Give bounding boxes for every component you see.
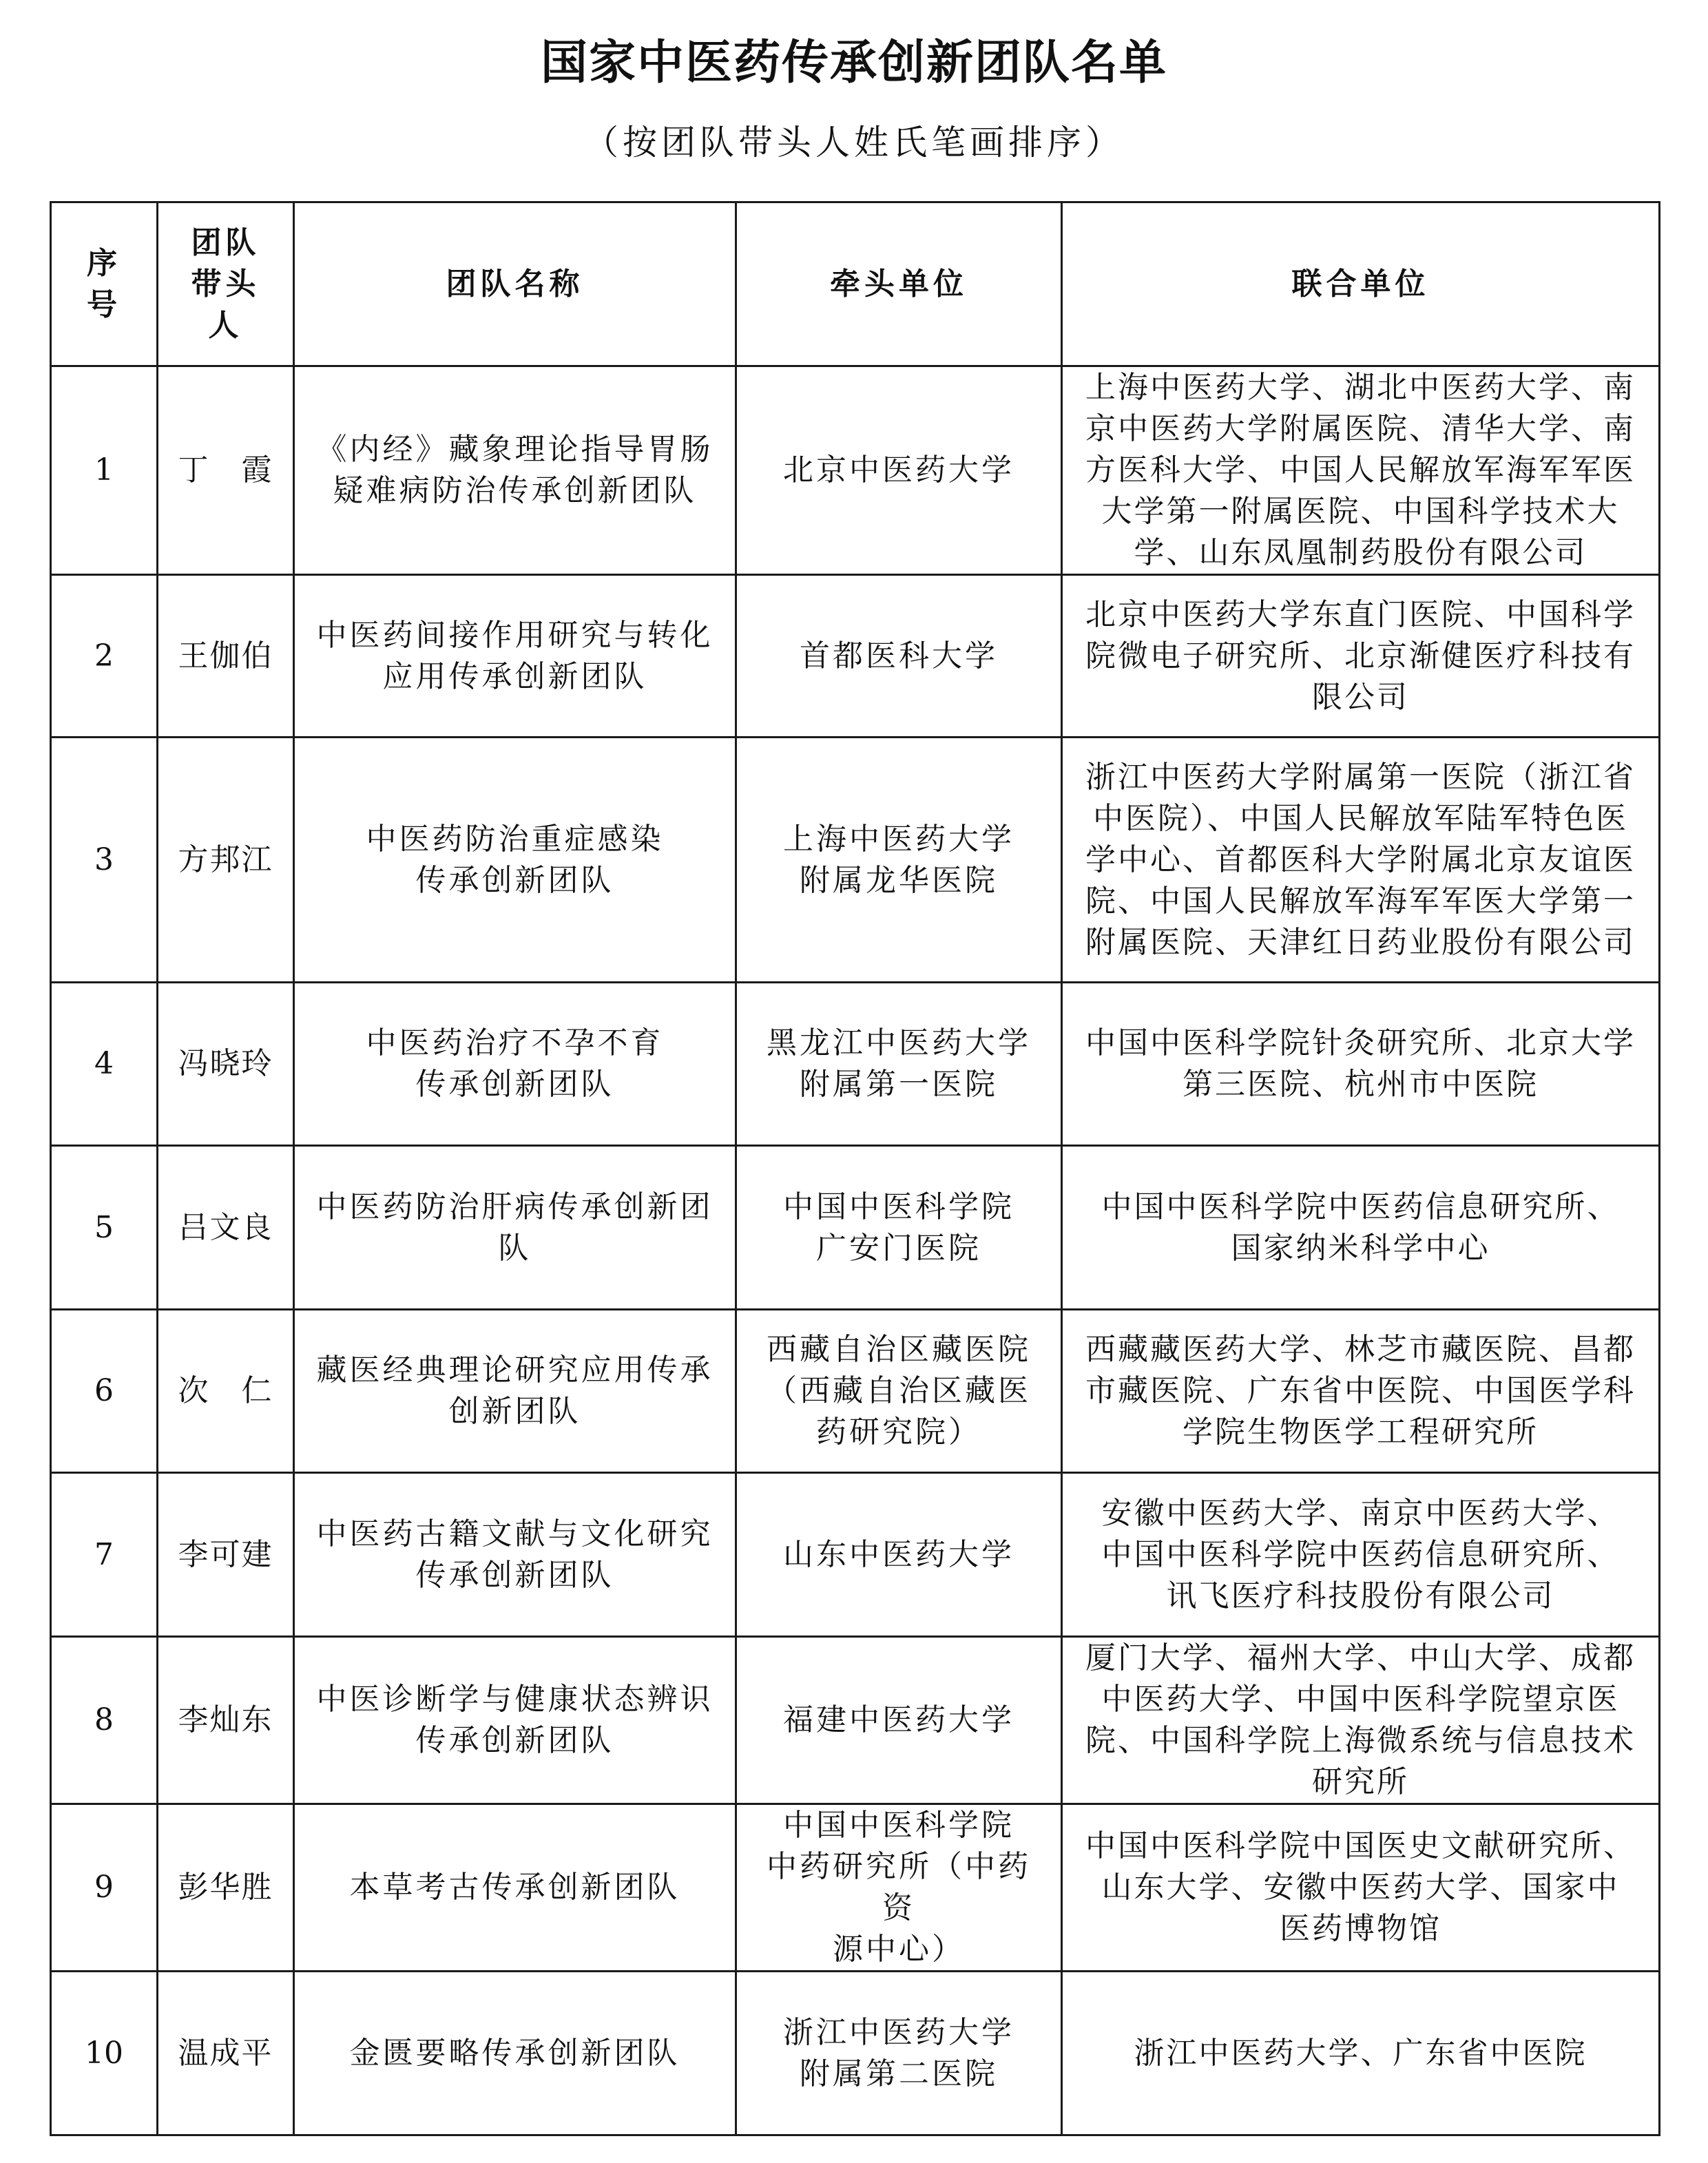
row-partner-units: 上海中医药大学、湖北中医药大学、南京中医药大学附属医院、清华大学、南方医科大学、中国人民解放军海军军医大学第一附属医院、中国科学技术大学、山东凤凰制药股份有限公司 [1062,366,1660,575]
row-seq: 8 [51,1637,158,1804]
row-partner-line2: 山东大学、安徽中医药大学、国家中 [1101,1870,1620,1905]
table-row [51,1310,1660,1473]
row-lead-unit-line2: 附属龙华医院 [800,862,998,898]
row-partner-units: 中国中医科学院针灸研究所、北京大学第三医院、杭州市中医院 [1062,983,1660,1146]
row-partner-units: 浙江中医药大学附属第一医院（浙江省中医院）、中国人民解放军陆军特色医学中心、首都医科大学附属北京友谊医院、中国人民解放军海军军医大学第一附属医院、天津红日药业股份有限公司 [1062,738,1660,983]
row-seq: 4 [51,983,158,1146]
row-lead-unit-line2: 附属第二医院 [800,2056,998,2091]
row-leader: 温成平 [158,1972,294,2135]
row-leader: 吕文良 [158,1146,294,1310]
table-row [51,1146,1660,1310]
row-team-name: 中医药间接作用研究与转化应用传承创新团队 [294,575,736,738]
row-team-name: 《内经》藏象理论指导胃肠疑难病防治传承创新团队 [294,366,736,575]
row-partner-units: 厦门大学、福州大学、中山大学、成都中医药大学、中国中医科学院望京医院、中国科学院上海微系统与信息技术研究所 [1062,1637,1660,1804]
row-lead-unit-line1: 中国中医科学院 [783,1189,1014,1224]
row-lead-unit-line2: （西藏自治区藏医 [767,1373,1031,1408]
row-lead-unit [736,1972,1062,2135]
row-team-name: 中医诊断学与健康状态辨识传承创新团队 [294,1637,736,1804]
row-lead-unit [736,1310,1062,1473]
row-team-name-line1: 中医药防治重症感染 [366,821,664,857]
row-lead-unit [736,738,1062,983]
row-seq: 9 [51,1804,158,1972]
row-lead-unit-line1: 上海中医药大学 [783,821,1014,857]
row-lead-unit [736,1146,1062,1310]
row-partner-line3: 医药博物馆 [1280,1911,1441,1946]
row-partner-line1: 中国中医科学院中国医史文献研究所、 [1085,1828,1636,1863]
page-title: 国家中医药传承创新团队名单 [540,36,1167,90]
table-header-row [51,202,1660,366]
header-team-name: 团队名称 [294,202,736,366]
row-team-name [294,738,736,983]
row-partner-line2: 中国中医科学院中医药信息研究所、 [1101,1536,1620,1572]
header-leader-line2: 带头人 [191,266,260,343]
row-seq: 6 [51,1310,158,1473]
header-lead-unit: 牵头单位 [736,202,1062,366]
header-leader [158,202,294,366]
header-leader-line1: 团队 [191,224,260,260]
row-lead-unit-line1: 浙江中医药大学 [783,2014,1014,2050]
row-partner-units: 浙江中医药大学、广东省中医院 [1062,1972,1660,2135]
row-leader: 方邦江 [158,738,294,983]
row-lead-unit [736,983,1062,1146]
row-lead-unit: 首都医科大学 [736,575,1062,738]
row-leader: 李可建 [158,1473,294,1637]
row-team-name: 中医药古籍文献与文化研究传承创新团队 [294,1473,736,1637]
page-subtitle: （按团队带头人姓氏笔画排序） [584,123,1124,163]
row-partner-line3: 讯飞医疗科技股份有限公司 [1166,1578,1555,1613]
table-row [51,1473,1660,1637]
row-leader: 王伽伯 [158,575,294,738]
row-lead-unit-line3: 药研究院） [816,1414,981,1450]
row-team-name-line2: 传承创新团队 [415,1067,614,1102]
row-team-name: 中医药防治肝病传承创新团队 [294,1146,736,1310]
row-lead-unit: 山东中医药大学 [736,1473,1062,1637]
row-lead-unit-line1: 西藏自治区藏医院 [767,1332,1031,1367]
row-seq: 3 [51,738,158,983]
row-leader: 彭华胜 [158,1804,294,1972]
team-roster-table [50,201,1660,2136]
table-row [51,738,1660,983]
row-partner-units: 北京中医药大学东直门医院、中国科学院微电子研究所、北京渐健医疗科技有限公司 [1062,575,1660,738]
row-team-name-line1: 中医药治疗不孕不育 [366,1025,664,1060]
row-lead-unit-line1: 中国中医科学院 [783,1808,1014,1843]
row-leader: 次 仁 [158,1310,294,1473]
row-seq: 7 [51,1473,158,1637]
row-team-name: 藏医经典理论研究应用传承创新团队 [294,1310,736,1473]
row-seq: 10 [51,1972,158,2135]
row-lead-unit-line2: 广安门医院 [816,1230,981,1266]
row-team-name: 本草考古传承创新团队 [294,1804,736,1972]
row-team-name-line2: 传承创新团队 [415,862,614,898]
row-partner-line1: 中国中医科学院中医药信息研究所、 [1101,1189,1620,1224]
table-row [51,1804,1660,1972]
row-partner-line1: 安徽中医药大学、南京中医药大学、 [1101,1495,1620,1531]
row-partner-units [1062,1804,1660,1972]
row-team-name [294,983,736,1146]
row-lead-unit-line2: 附属第一医院 [800,1067,998,1102]
row-lead-unit-line3: 源中心） [833,1932,965,1967]
row-leader: 冯晓玲 [158,983,294,1146]
row-leader: 丁 霞 [158,366,294,575]
row-seq: 1 [51,366,158,575]
header-seq: 序号 [51,202,158,366]
table-row [51,575,1660,738]
row-lead-unit-line2: 中药研究所（中药资 [767,1849,1031,1925]
row-partner-units: 西藏藏医药大学、林芝市藏医院、昌都市藏医院、广东省中医院、中国医学科学院生物医学工程研究所 [1062,1310,1660,1473]
row-lead-unit: 福建中医药大学 [736,1637,1062,1804]
row-leader: 李灿东 [158,1637,294,1804]
table-row [51,1637,1660,1804]
row-seq: 2 [51,575,158,738]
row-partner-units [1062,1146,1660,1310]
row-team-name: 金匮要略传承创新团队 [294,1972,736,2135]
row-lead-unit: 北京中医药大学 [736,366,1062,575]
table-row [51,983,1660,1146]
row-seq: 5 [51,1146,158,1310]
header-partner-units: 联合单位 [1062,202,1660,366]
row-partner-line2: 国家纳米科学中心 [1231,1230,1490,1266]
row-lead-unit [736,1804,1062,1972]
table-row [51,1972,1660,2135]
row-lead-unit-line1: 黑龙江中医药大学 [767,1025,1031,1060]
row-partner-units [1062,1473,1660,1637]
table-row [51,366,1660,575]
